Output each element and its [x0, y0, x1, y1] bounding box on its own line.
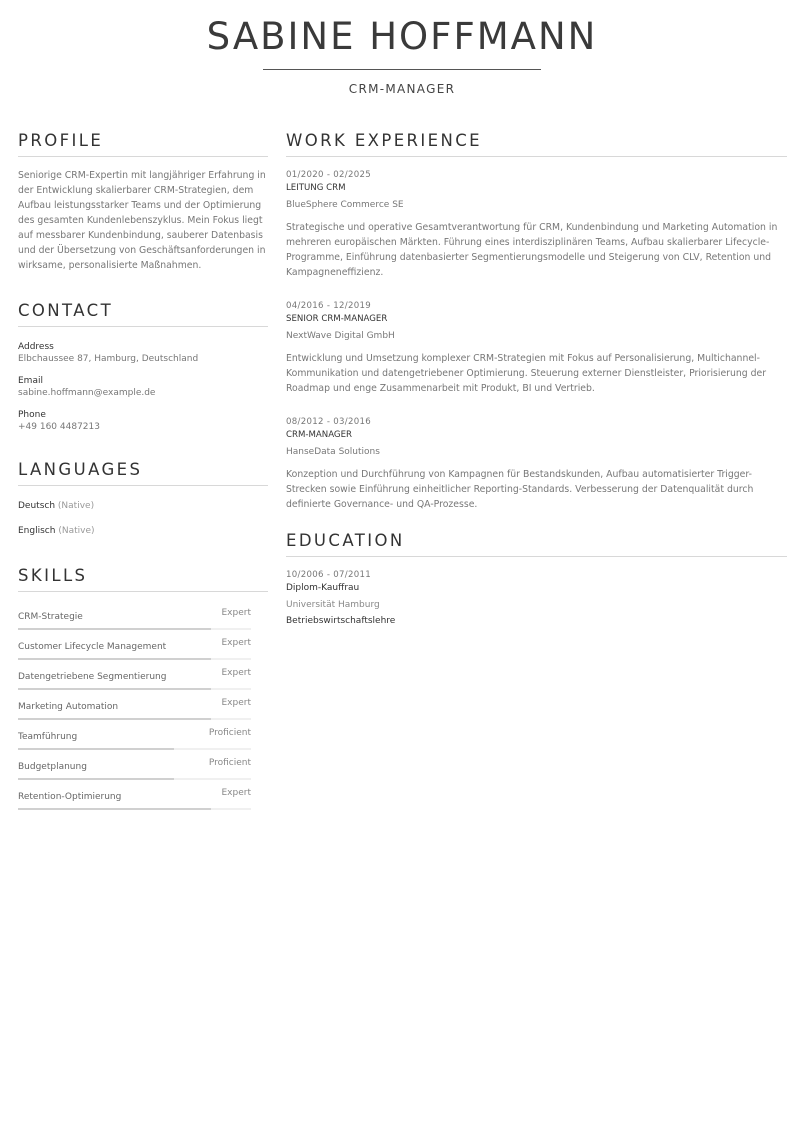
- person-name: SABINE HOFFMANN: [206, 15, 598, 58]
- resume-header: [0, 0, 804, 96]
- skill-level: Proficient: [208, 728, 251, 738]
- job-date: 08/2012 - 03/2016: [286, 417, 372, 427]
- skill-item: [18, 690, 251, 720]
- contact-value: Elbchaussee 87, Hamburg, Deutschland: [18, 354, 199, 364]
- job-company: HanseData Solutions: [286, 447, 380, 457]
- contact-heading: CONTACT: [18, 301, 268, 327]
- education-date: 10/2006 - 07/2011: [286, 570, 372, 580]
- skill-name: Datengetriebene Segmentierung: [18, 672, 167, 682]
- skill-item: [18, 750, 251, 780]
- contact-label: Email: [18, 376, 43, 386]
- skill-level: Expert: [221, 668, 251, 678]
- skill-item: [18, 720, 251, 750]
- job-title: CRM-MANAGER: [348, 82, 456, 96]
- skill-item: [18, 600, 251, 630]
- skill-item: [18, 660, 251, 690]
- languages-section: [18, 460, 268, 537]
- profile-section: [18, 131, 268, 273]
- contact-label: Address: [18, 342, 54, 352]
- skill-name: Budgetplanung: [18, 762, 87, 772]
- job-description: Konzeption und Durchführung von Kampagnen für Bestandskunden, Aufbau automatisierter Trigger-Strecken sowie Einführung einheitlicher Reporting-Standards. Verbesserung der Datenqualität durch definierte Governance- und QA-Prozesse.: [286, 469, 754, 510]
- experience-section: [286, 131, 787, 512]
- contact-value: +49 160 4487213: [18, 422, 100, 432]
- skills-section: [18, 566, 268, 810]
- right-column: [286, 131, 787, 627]
- contact-phone: [18, 409, 268, 433]
- job-entry: [286, 300, 787, 396]
- skill-level: Proficient: [208, 758, 251, 768]
- skill-bar-fill: [18, 808, 211, 810]
- job-description: Entwicklung und Umsetzung komplexer CRM-Strategien mit Fokus auf Personalisierung, Multichannel-Kommunikation und datengetriebener Optimierung. Steuerung externer Dienstleister, Priorisierung der Roadmap und enge Zusammenarbeit mit Produkt, BI und Vertrieb.: [286, 353, 767, 394]
- skill-item: [18, 780, 251, 810]
- language-item: [18, 525, 268, 537]
- language-name: Englisch: [18, 526, 56, 536]
- language-level: (Native): [58, 526, 95, 536]
- language-item: [18, 500, 268, 512]
- contact-value[interactable]: sabine.hoffmann@example.de: [18, 388, 156, 398]
- job-company: BlueSphere Commerce SE: [286, 200, 404, 210]
- skills-list: [18, 600, 268, 810]
- education-entry: [286, 569, 787, 627]
- skill-name: CRM-Strategie: [18, 612, 83, 622]
- name-divider: [263, 69, 541, 70]
- skill-level: Expert: [221, 788, 251, 798]
- skill-name: Customer Lifecycle Management: [18, 642, 167, 652]
- skill-name: Teamführung: [18, 732, 78, 742]
- job-role: LEITUNG CRM: [286, 183, 346, 193]
- skill-name: Retention-Optimierung: [18, 792, 122, 802]
- skill-bar-track: [18, 808, 251, 810]
- left-column: [18, 131, 268, 810]
- contact-label: Phone: [18, 410, 46, 420]
- education-degree: Diplom-Kauffrau: [286, 583, 360, 593]
- skills-heading: SKILLS: [18, 566, 268, 592]
- skill-item: [18, 630, 251, 660]
- language-name: Deutsch: [18, 501, 56, 511]
- skill-level: Expert: [221, 638, 251, 648]
- job-description: Strategische und operative Gesamtverantwortung für CRM, Kundenbindung und Marketing Automation in mehreren europäischen Märkten. Führung eines interdisziplinären Teams, Aufbau skalierbarer Lifecycle-Programme, Einführung datenbasierter Segmentierungsmodelle und Steigerung von CLV, Retention und Kampagneneffizienz.: [286, 222, 778, 278]
- languages-heading: LANGUAGES: [18, 460, 268, 486]
- education-section: [286, 531, 787, 627]
- job-date: 01/2020 - 02/2025: [286, 170, 372, 180]
- profile-text: Seniorige CRM-Expertin mit langjähriger Erfahrung in der Entwicklung skalierbarer CRM-Strategien, dem Aufbau leistungsstarker Teams und der Optimierung des gesamten Kundenlebenszyklus. Mein Fokus liegt auf messbarer Kundenbindung, sauberer Datenbasis und der Übersetzung von Geschäftsanforderungen in wirksame, personalisierte Maßnahmen.: [18, 170, 266, 271]
- job-role: SENIOR CRM-MANAGER: [286, 314, 388, 324]
- profile-heading: PROFILE: [18, 131, 268, 157]
- experience-heading: WORK EXPERIENCE: [286, 131, 787, 157]
- job-entry: [286, 169, 787, 280]
- education-heading: EDUCATION: [286, 531, 787, 557]
- job-company: NextWave Digital GmbH: [286, 331, 395, 341]
- education-field: Betriebswirtschaftslehre: [286, 616, 396, 626]
- language-level: (Native): [57, 501, 95, 511]
- job-entry: [286, 416, 787, 512]
- contact-email: [18, 375, 268, 399]
- job-date: 04/2016 - 12/2019: [286, 301, 372, 311]
- job-role: CRM-MANAGER: [286, 430, 352, 440]
- education-school: Universität Hamburg: [286, 600, 380, 610]
- contact-section: [18, 301, 268, 433]
- skill-level: Expert: [221, 698, 251, 708]
- contact-address: [18, 341, 268, 365]
- skill-name: Marketing Automation: [18, 702, 119, 712]
- skill-level: Expert: [221, 608, 251, 618]
